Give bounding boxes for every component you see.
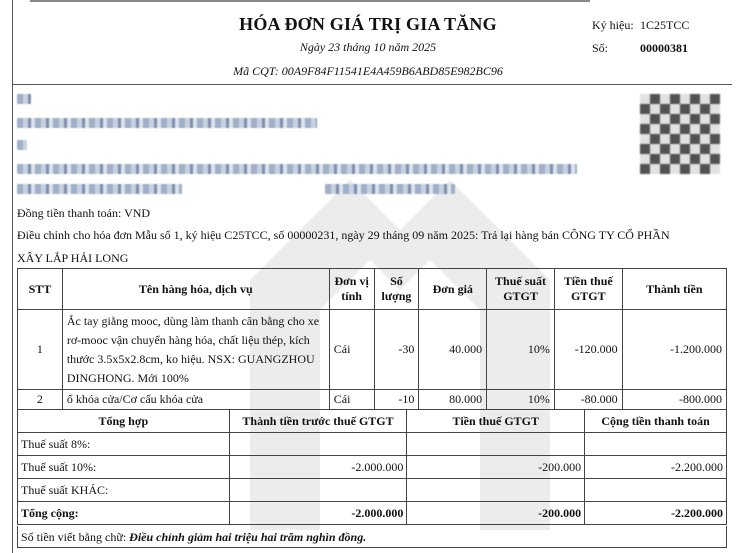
summary-total-row: [18, 502, 727, 525]
col-header-rate: Thuế suất GTGT: [487, 269, 555, 310]
redacted-line: [17, 184, 182, 194]
summary-total: [585, 433, 727, 456]
col-header-name: Tên hàng hóa, dịch vụ: [62, 269, 329, 310]
summary-header-total: Tổng hợp: [18, 410, 230, 433]
cell-qty: -10: [374, 390, 419, 410]
symbol-value: 1C25TCC: [640, 18, 690, 32]
summary-label: Thuế suất 10%:: [18, 456, 230, 479]
grand-total-pretax: -2.000.000: [229, 502, 407, 525]
grand-total-tax: -200.000: [407, 502, 585, 525]
summary-tax: -200.000: [407, 456, 585, 479]
col-header-stt: STT: [18, 269, 63, 310]
cell-unit: Cái: [329, 310, 374, 390]
invoice-date: Ngày 23 tháng 10 năm 2025: [299, 40, 437, 54]
cell-rate: 10%: [487, 390, 555, 410]
redacted-line: [17, 140, 27, 150]
col-header-unit: Đơn vị tính: [329, 269, 374, 310]
redacted-line: [17, 118, 317, 128]
adjustment-line: Điều chỉnh cho hóa đơn Mẫu số 1, ký hiệu C25TCC, số 00000231, ngày 29 tháng 09 năm 2025: Trả lại hàng bán CÔNG TY CỔ PHẦN: [17, 228, 670, 242]
redacted-line: [17, 164, 577, 174]
col-header-tax: Tiền thuế GTGT: [554, 269, 622, 310]
cell-name: ổ khóa cửa/Cơ cấu khóa cửa: [62, 390, 329, 410]
qr-code: [640, 94, 720, 174]
symbol-label: Ký hiệu:: [592, 18, 634, 32]
cell-amount: -800.000: [622, 390, 726, 410]
number-value: 00000381: [640, 41, 688, 55]
header-divider: [12, 84, 732, 85]
summary-header-tax: Tiền thuế GTGT: [407, 410, 585, 433]
summary-tax: [407, 479, 585, 502]
summary-header-payment: Cộng tiền thanh toán: [585, 410, 727, 433]
cell-tax: -120.000: [554, 310, 622, 390]
cell-stt: 2: [18, 390, 63, 410]
summary-row: [18, 433, 727, 456]
grand-total-label: Tổng cộng:: [18, 502, 230, 525]
summary-pretax: [229, 433, 407, 456]
summary-row: [18, 456, 727, 479]
redacted-line: [17, 94, 31, 104]
amount-in-words: [17, 526, 727, 548]
number-label: Số:: [592, 41, 609, 55]
grand-total-payment: -2.200.000: [585, 502, 727, 525]
col-header-amount: Thành tiền: [622, 269, 726, 310]
cell-qty: -30: [374, 310, 419, 390]
cqt-code: Mã CQT: 00A9F84F11541E4A459B6ABD85E982BC96: [233, 64, 503, 78]
col-header-price: Đơn giá: [419, 269, 487, 310]
table-row: [18, 390, 727, 410]
cell-tax: -80.000: [554, 390, 622, 410]
cell-price: 40.000: [419, 310, 487, 390]
amount-in-words-label: Số tiền viết bằng chữ:: [21, 530, 127, 544]
summary-label: Thuế suất 8%:: [18, 433, 230, 456]
summary-row: [18, 479, 727, 502]
summary-header-pretax: Thành tiền trước thuế GTGT: [229, 410, 407, 433]
col-header-qty: Số lượng: [374, 269, 419, 310]
items-table: [17, 268, 727, 410]
summary-table: [17, 409, 727, 525]
cell-amount: -1.200.000: [622, 310, 726, 390]
adjustment-line-cont: XÂY LẮP HẢI LONG: [17, 251, 129, 265]
summary-label: Thuế suất KHÁC:: [18, 479, 230, 502]
invoice-title: HÓA ĐƠN GIÁ TRỊ GIA TĂNG: [239, 14, 497, 34]
summary-tax: [407, 433, 585, 456]
amount-in-words-value: Điều chỉnh giảm hai triệu hai trăm nghìn đồng.: [129, 530, 367, 544]
cell-name: Ắc tay giằng mooc, dùng làm thanh cân bằng cho xe rơ-mooc vận chuyển hàng hóa, chất liệu thép, kích thước 3.5x5x2.8cm, ko hiệu. NSX: GUANGZHOU DINGHONG. Mới 100%: [62, 310, 329, 390]
summary-pretax: [229, 479, 407, 502]
cell-rate: 10%: [487, 310, 555, 390]
redacted-line: [325, 184, 455, 194]
summary-total: -2.200.000: [585, 456, 727, 479]
cell-price: 80.000: [419, 390, 487, 410]
cell-unit: Cái: [329, 390, 374, 410]
currency-line: Đồng tiền thanh toán: VND: [17, 206, 151, 220]
table-row: [18, 310, 727, 390]
cell-stt: 1: [18, 310, 63, 390]
summary-pretax: -2.000.000: [229, 456, 407, 479]
summary-total: [585, 479, 727, 502]
